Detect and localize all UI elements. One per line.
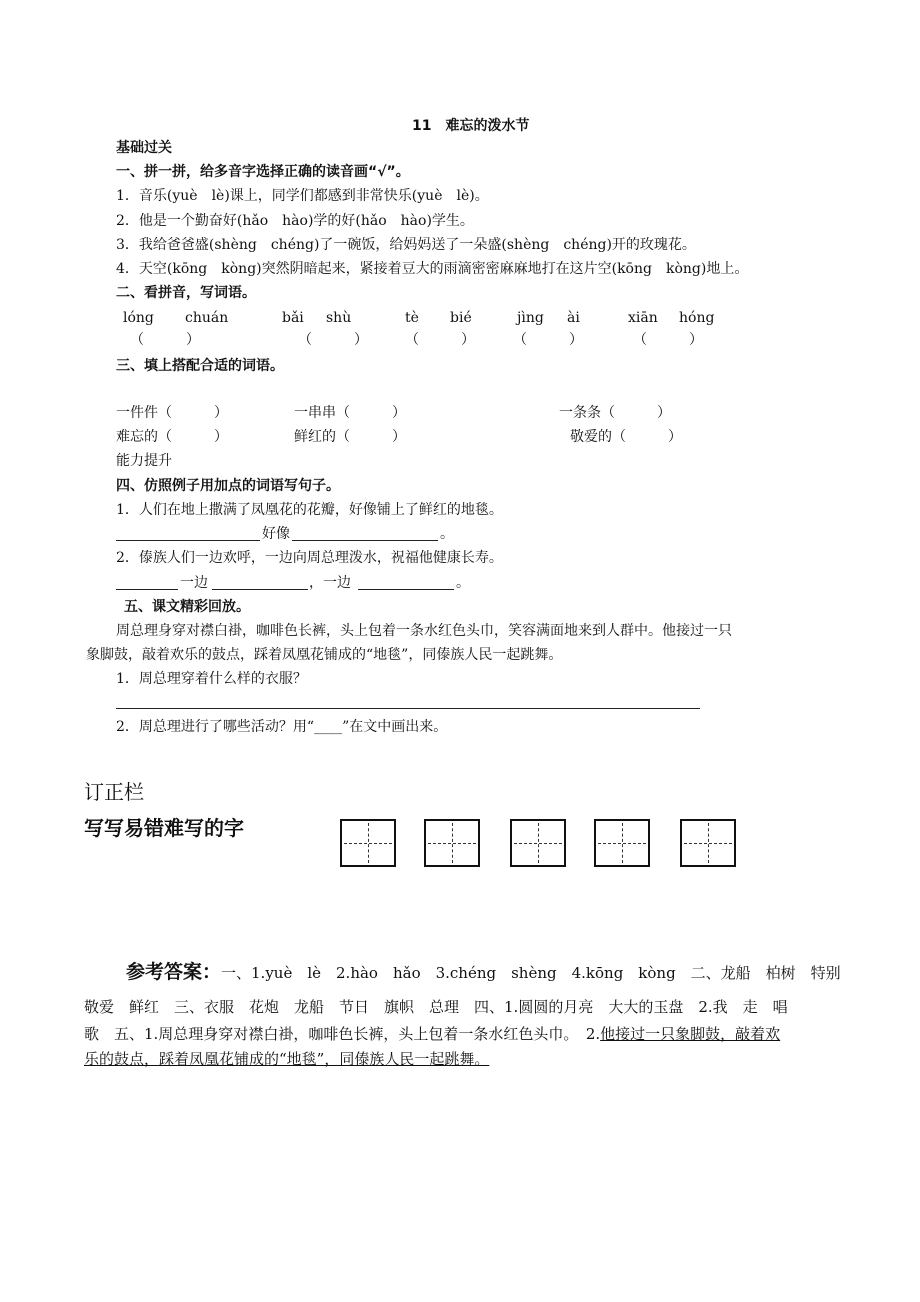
answer-paren[interactable]: （ ） bbox=[130, 332, 200, 348]
answers-line-3 bbox=[84, 1023, 780, 1045]
writing-grid-box[interactable] bbox=[510, 819, 566, 867]
section-basic: 基础过关 bbox=[116, 140, 172, 156]
s1-item-1: 1．音乐(yuè lè)课上，同学们都感到非常快乐(yuè lè)。 bbox=[116, 188, 489, 204]
writing-grid-box[interactable] bbox=[680, 819, 736, 867]
section-ability: 能力提升 bbox=[116, 453, 172, 469]
page-title: 11 难忘的泼水节 bbox=[412, 118, 530, 134]
pinyin: xiān bbox=[628, 310, 658, 326]
s5-passage: 周总理身穿对襟白褂，咖啡色长裤，头上包着一条水红色头巾，笑容满面地来到人群中。他接过一只 bbox=[116, 623, 732, 639]
pinyin: chuán bbox=[185, 310, 229, 326]
section-2-heading: 二、看拼音，写词语。 bbox=[116, 285, 256, 301]
correction-title: 订正栏 bbox=[84, 780, 144, 804]
answers-underlined: 他接过一只象脚鼓，敲着欢 bbox=[600, 1025, 781, 1043]
answer-paren[interactable]: （ ） bbox=[298, 332, 368, 348]
answers-text: 歌 五、1.周总理身穿对襟白褂，咖啡色长裤，头上包着一条水红色头巾。 2. bbox=[84, 1025, 601, 1043]
pinyin: lóng bbox=[123, 310, 154, 326]
s4-period: 。 bbox=[440, 526, 454, 542]
s3-item: 一串串（ ） bbox=[294, 405, 406, 421]
s1-item-2: 2．他是一个勤奋好(hǎo hào)学的好(hǎo hào)学生。 bbox=[116, 213, 474, 229]
s4-example-2: 2．傣族人们一边欢呼，一边向周总理泼水，祝福他健康长寿。 bbox=[116, 550, 503, 566]
s3-item: 难忘的（ ） bbox=[116, 429, 228, 445]
answer-blank[interactable] bbox=[116, 589, 178, 590]
answers-line-1 bbox=[126, 962, 841, 984]
answer-blank[interactable] bbox=[212, 589, 308, 590]
section-4-heading: 四、仿照例子用加点的词语写句子。 bbox=[116, 478, 340, 494]
pinyin: tè bbox=[405, 310, 419, 326]
answers-label: 参考答案： bbox=[126, 961, 222, 983]
writing-grid-box[interactable] bbox=[340, 819, 396, 867]
section-3-heading: 三、填上搭配合适的词语。 bbox=[116, 358, 284, 374]
s3-item: 一件件（ ） bbox=[116, 405, 228, 421]
answer-blank[interactable] bbox=[116, 540, 260, 541]
answers-line-4: 乐的鼓点，踩着凤凰花铺成的“地毯”，同傣族人民一起跳舞。 bbox=[84, 1050, 490, 1068]
pinyin: ài bbox=[567, 310, 580, 326]
pinyin: bié bbox=[450, 310, 472, 326]
pinyin: jìng bbox=[517, 310, 544, 326]
s5-passage: 象脚鼓，敲着欢乐的鼓点，踩着凤凰花铺成的“地毯”，同傣族人民一起跳舞。 bbox=[86, 647, 563, 663]
answer-line[interactable] bbox=[116, 708, 700, 709]
pinyin: bǎi bbox=[282, 310, 304, 326]
section-1-heading: 一、拼一拼，给多音字选择正确的读音画“√”。 bbox=[116, 164, 410, 180]
s4-example-1: 1．人们在地上撒满了凤凰花的花瓣，好像铺上了鲜红的地毯。 bbox=[116, 502, 503, 518]
s4-period: 。 bbox=[456, 575, 470, 591]
pinyin: shù bbox=[326, 310, 352, 326]
writing-grid-box[interactable] bbox=[594, 819, 650, 867]
s3-item: 一条条（ ） bbox=[559, 405, 671, 421]
s1-item-4: 4．天空(kōng kòng)突然阴暗起来，紧接着豆大的雨滴密密麻麻地打在这片空(kōng kòng)地上。 bbox=[116, 261, 749, 277]
s4-keyword: 一边 bbox=[180, 575, 208, 591]
answer-paren[interactable]: （ ） bbox=[513, 332, 583, 348]
s4-keyword: 好像 bbox=[262, 526, 290, 542]
answers-line-2: 敬爱 鲜红 三、衣服 花炮 龙船 节日 旗帜 总理 四、1.圆圆的月亮 大大的玉盘 2.我 走 唱 bbox=[84, 998, 788, 1016]
s5-question-2: 2．周总理进行了哪些活动？用“____”在文中画出来。 bbox=[116, 719, 448, 735]
correction-subtitle: 写写易错难写的字 bbox=[84, 816, 244, 840]
s3-item: 敬爱的（ ） bbox=[570, 429, 682, 445]
section-5-heading: 五、课文精彩回放。 bbox=[124, 599, 250, 615]
answer-paren[interactable]: （ ） bbox=[405, 332, 475, 348]
s4-keyword: ，一边 bbox=[309, 575, 351, 591]
s5-question-1: 1．周总理穿着什么样的衣服？ bbox=[116, 671, 307, 687]
s3-item: 鲜红的（ ） bbox=[294, 429, 406, 445]
writing-grid-box[interactable] bbox=[424, 819, 480, 867]
answer-paren[interactable]: （ ） bbox=[633, 332, 703, 348]
answer-blank[interactable] bbox=[358, 589, 454, 590]
answer-blank[interactable] bbox=[292, 540, 438, 541]
answers-text: 一、1.yuè lè 2.hào hǎo 3.chéng shèng 4.kōng kòng 二、龙船 柏树 特别 bbox=[221, 964, 841, 982]
pinyin: hóng bbox=[679, 310, 715, 326]
s1-item-3: 3．我给爸爸盛(shèng chéng)了一碗饭，给妈妈送了一朵盛(shèng chéng)开的玫瑰花。 bbox=[116, 237, 696, 253]
